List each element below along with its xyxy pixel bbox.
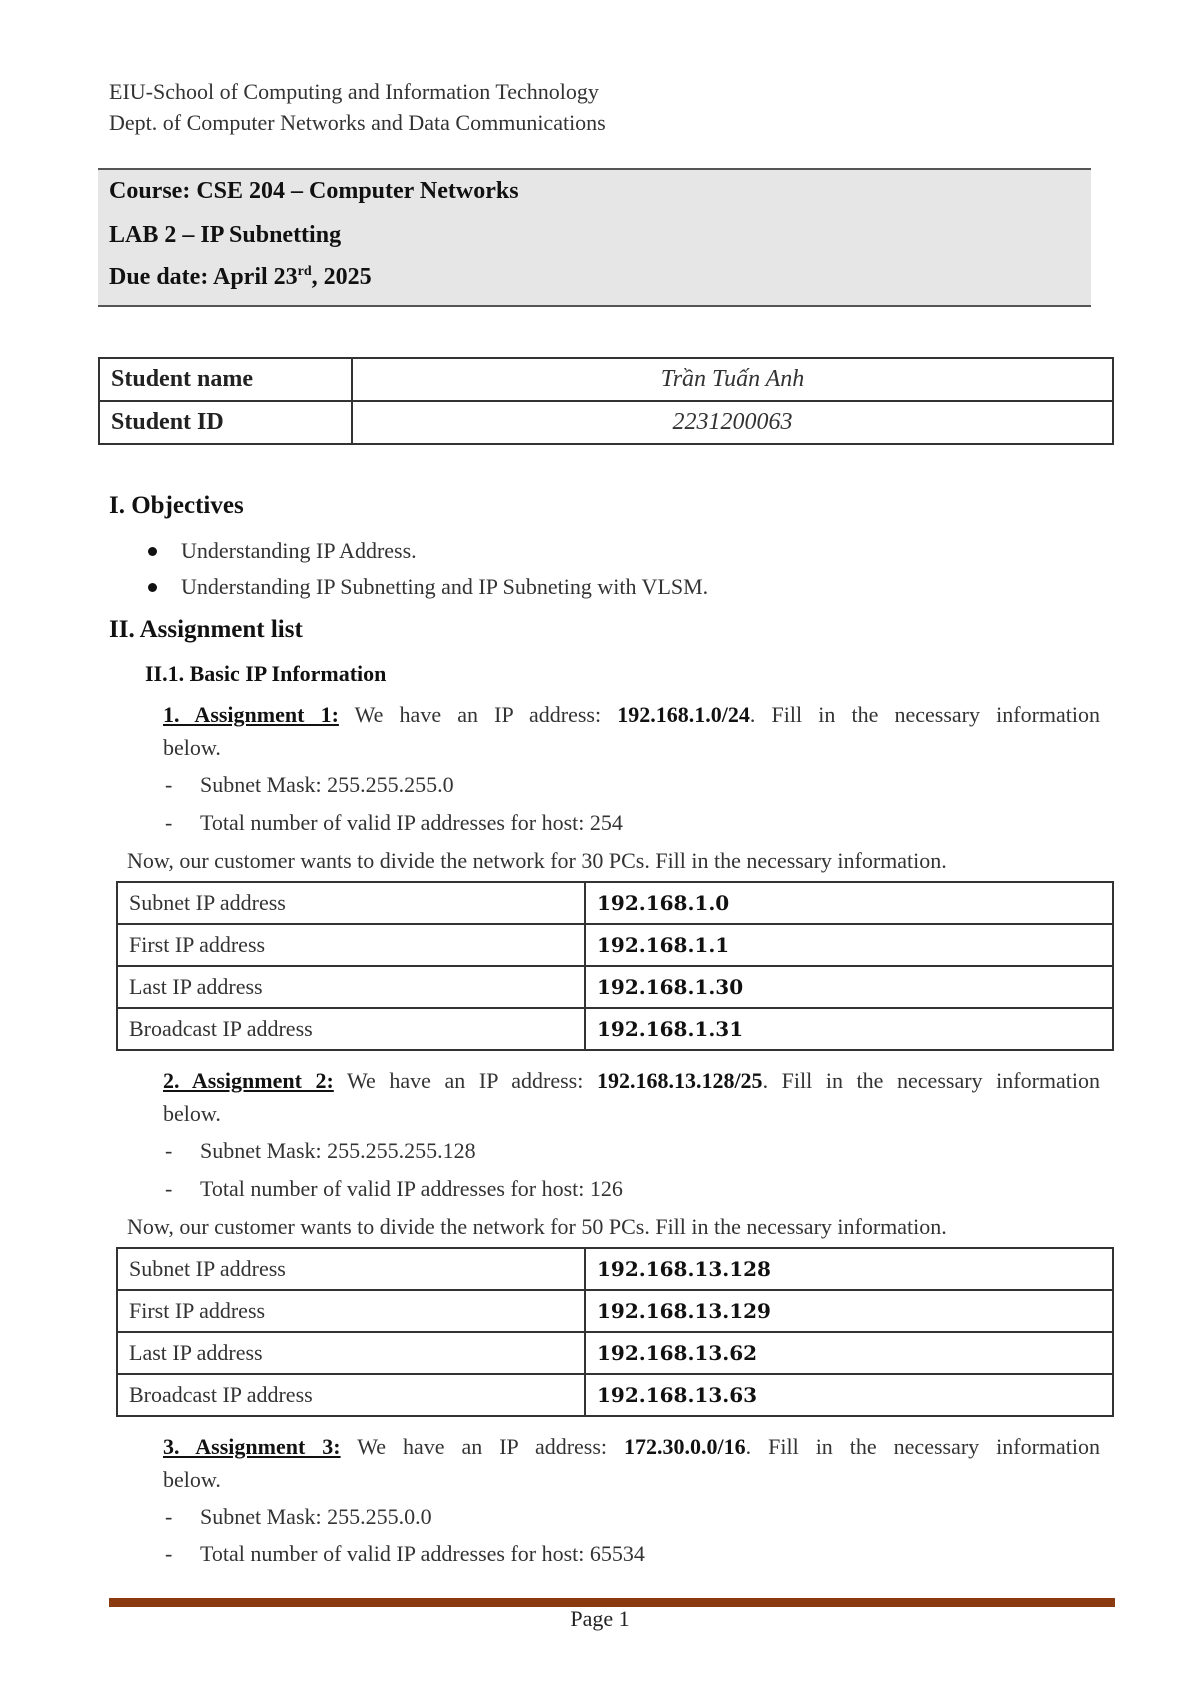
assignment-2-host-count: Total number of valid IP addresses for host: 126 — [200, 1176, 623, 1201]
row-label: Subnet IP address — [117, 882, 585, 924]
row-value: 192.168.1.31 — [585, 1008, 1113, 1050]
row-value: 192.168.1.1 — [585, 924, 1113, 966]
table-row — [99, 401, 1113, 444]
page-number: Page 1 — [570, 1606, 630, 1631]
dash-marker: - — [165, 1138, 173, 1163]
assignment-2-task: Now, our customer wants to divide the network for 50 PCs. Fill in the necessary information. — [127, 1214, 947, 1239]
student-id-value: 2231200063 — [352, 401, 1113, 444]
assignment-1-intro-cont: below. — [163, 735, 221, 760]
student-name-label: Student name — [99, 358, 352, 401]
school-name: EIU-School of Computing and Information Technology — [109, 79, 599, 104]
student-id-label: Student ID — [99, 401, 352, 444]
table-row — [117, 924, 1113, 966]
basic-ip-subheading: II.1. Basic IP Information — [145, 661, 387, 686]
assignment-1-table — [116, 881, 1114, 1051]
row-label: Broadcast IP address — [117, 1008, 585, 1050]
row-label: First IP address — [117, 1290, 585, 1332]
objective-item: Understanding IP Subnetting and IP Subneting with VLSM. — [181, 574, 709, 599]
table-row — [117, 882, 1113, 924]
department-name: Dept. of Computer Networks and Data Communications — [109, 110, 606, 135]
assignment-3-intro: 3. Assignment 3: We have an IP address: 172.30.0.0/16. Fill in the necessary information — [163, 1434, 1101, 1459]
objective-item: Understanding IP Address. — [181, 538, 417, 563]
student-info-table — [98, 357, 1114, 445]
table-row — [117, 1374, 1113, 1416]
assignment-1-host-count: Total number of valid IP addresses for host: 254 — [200, 810, 623, 835]
due-date: Due date: April 23rd, 2025 — [109, 264, 372, 290]
table-row — [117, 1248, 1113, 1290]
lab-title: LAB 2 – IP Subnetting — [109, 222, 342, 248]
row-value: 192.168.13.128 — [585, 1248, 1113, 1290]
title-box — [98, 168, 1091, 307]
row-value: 192.168.1.30 — [585, 966, 1113, 1008]
assignment-list-heading: II. Assignment list — [109, 616, 303, 643]
row-label: Broadcast IP address — [117, 1374, 585, 1416]
objectives-heading: I. Objectives — [109, 492, 244, 519]
row-value: 192.168.13.63 — [585, 1374, 1113, 1416]
assignment-1-intro: 1. Assignment 1: We have an IP address: 192.168.1.0/24. Fill in the necessary information — [163, 702, 1101, 727]
table-row — [117, 1008, 1113, 1050]
table-row — [117, 1290, 1113, 1332]
row-value: 192.168.13.62 — [585, 1332, 1113, 1374]
course-title: Course: CSE 204 – Computer Networks — [109, 178, 519, 204]
table-row — [117, 1332, 1113, 1374]
row-label: First IP address — [117, 924, 585, 966]
assignment-3-subnet-mask: Subnet Mask: 255.255.0.0 — [200, 1504, 432, 1529]
row-label: Subnet IP address — [117, 1248, 585, 1290]
dash-marker: - — [165, 1541, 173, 1566]
assignment-1-subnet-mask: Subnet Mask: 255.255.255.0 — [200, 772, 454, 797]
table-row — [99, 358, 1113, 401]
dash-marker: - — [165, 810, 173, 835]
table-row — [117, 966, 1113, 1008]
assignment-2-intro: 2. Assignment 2: We have an IP address: 192.168.13.128/25. Fill in the necessary information — [163, 1068, 1101, 1093]
assignment-3-host-count: Total number of valid IP addresses for host: 65534 — [200, 1541, 645, 1566]
assignment-1-task: Now, our customer wants to divide the network for 30 PCs. Fill in the necessary information. — [127, 848, 947, 873]
bullet-icon — [148, 547, 157, 556]
assignment-2-intro-cont: below. — [163, 1101, 221, 1126]
row-value: 192.168.1.0 — [585, 882, 1113, 924]
row-label: Last IP address — [117, 1332, 585, 1374]
bullet-icon — [148, 583, 157, 592]
dash-marker: - — [165, 772, 173, 797]
row-label: Last IP address — [117, 966, 585, 1008]
assignment-3-intro-cont: below. — [163, 1467, 221, 1492]
student-name-value: Trần Tuấn Anh — [352, 358, 1113, 401]
assignment-2-table — [116, 1247, 1114, 1417]
assignment-2-subnet-mask: Subnet Mask: 255.255.255.128 — [200, 1138, 476, 1163]
row-value: 192.168.13.129 — [585, 1290, 1113, 1332]
dash-marker: - — [165, 1504, 173, 1529]
dash-marker: - — [165, 1176, 173, 1201]
